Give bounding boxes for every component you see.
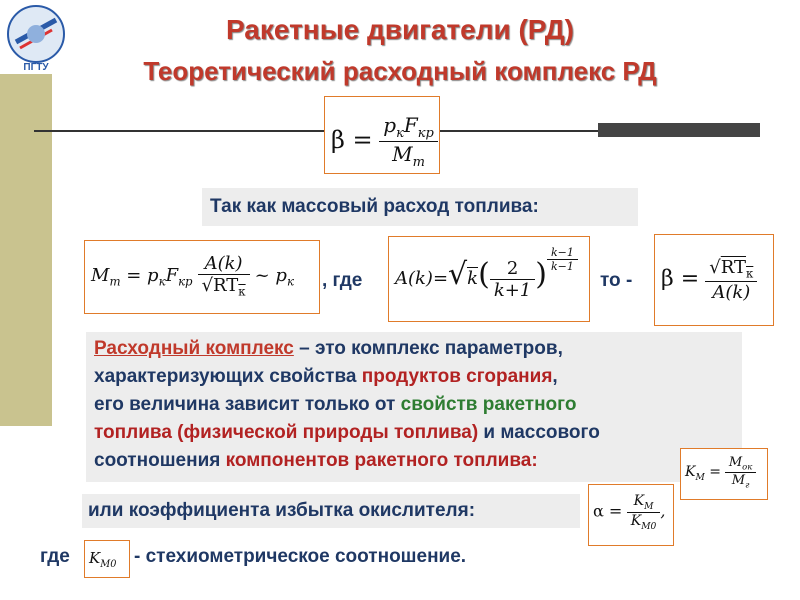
formula-beta-result: β = $\frac{√RT_к}{A(k)}$ bbox=[654, 234, 774, 326]
definition-line-2 bbox=[94, 366, 558, 388]
divider-left bbox=[34, 130, 324, 132]
divider-right bbox=[438, 130, 598, 132]
definition-l2b: продуктов сгорания bbox=[361, 366, 553, 387]
definition-line-1 bbox=[94, 338, 563, 360]
where-label-2: где bbox=[40, 546, 70, 567]
definition-l5b: компонентов ракетного топлива: bbox=[225, 450, 538, 471]
definition-dash: – это комплекс параметров, bbox=[293, 338, 563, 359]
divider-bar bbox=[598, 123, 760, 137]
definition-l3a: его величина зависит только от bbox=[94, 394, 401, 415]
left-sidebar-bar bbox=[0, 74, 52, 426]
definition-l5a: соотношения bbox=[94, 450, 226, 471]
definition-l4b: и массового bbox=[478, 422, 600, 443]
stoich-text: - стехиометрическое соотношение. bbox=[134, 546, 467, 567]
formula-beta-definition: β = $\frac{p_кF_{кр}}{M_т}$ bbox=[324, 96, 440, 174]
formula-mass-flow: $M_т = p_кF_{кр}$ $\frac{A(k)}{√RT_к}$ ~ $p_к$ bbox=[84, 240, 320, 314]
definition-line-5 bbox=[94, 450, 538, 472]
formula-alpha: α = $\frac{K_M}{K_{M0}}$ , bbox=[588, 484, 674, 546]
definition-l3b: свойств ракетного bbox=[400, 394, 577, 415]
formula-a-of-k: A(k)=√k( $\frac{2}{k+1}$ ) $\frac{k-1}{k-1}$ bbox=[388, 236, 590, 322]
formula-km: $K_M$ = $\frac{M_{ок}}{M_г}$ bbox=[680, 448, 768, 500]
definition-l2c: , bbox=[552, 366, 558, 387]
logo-abbrev: ПГТУ bbox=[23, 62, 49, 72]
definition-line-4 bbox=[94, 422, 600, 444]
then-label: то - bbox=[600, 270, 633, 291]
mass-flow-intro: Так как массовый расход топлива: bbox=[210, 196, 539, 217]
page-subtitle: Теоретический расходный комплекс РД bbox=[143, 56, 657, 86]
definition-l2a: характеризующих свойства bbox=[94, 366, 362, 387]
definition-term: Расходный комплекс bbox=[94, 338, 294, 359]
where-label-1: , где bbox=[322, 270, 363, 291]
definition-line-3 bbox=[94, 394, 576, 416]
formula-km0: $K_{M0}$ bbox=[84, 540, 130, 578]
oxidizer-text: или коэффициента избытка окислителя: bbox=[88, 500, 476, 521]
page-title: Ракетные двигатели (РД) bbox=[226, 14, 574, 45]
definition-l4a: топлива (физической природы топлива) bbox=[94, 422, 479, 443]
